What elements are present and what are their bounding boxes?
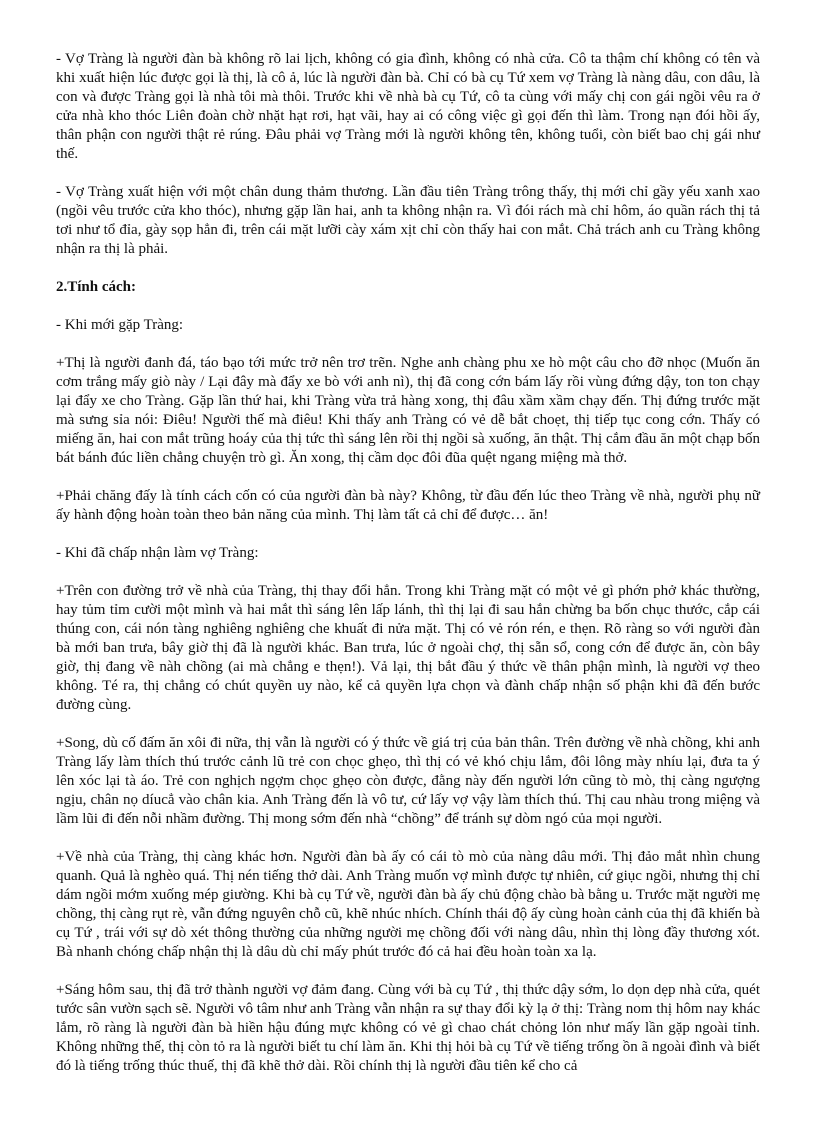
document-page — [56, 50, 760, 1095]
paragraph-identity: - Vợ Tràng là người đàn bà không rõ lai lịch, không có gia đình, không có nhà cửa. Cô ta thậm chí không có tên và khi xuất hiện lúc được gọi là thị, là cô ả, lúc là người đàn bà. Chỉ có bà cụ Tứ xem vợ Tràng là nàng dâu, con dâu, là con và được Tràng gọi là nhà tôi mà thôi. Trước khi về nhà bà cụ Tứ, cô ta cùng với mấy chị con gái ngồi vêu ra ở cửa nhà kho thóc Liên đoàn chờ nhặt hạt rơi, hạt vãi, hay ai có công việc gì gọi đến thì làm. Trong nạn đói hồi ấy, thân phận con người thật rẻ rúng. Đâu phải vợ Tràng mới là người không tên, không tuổi, còn biết bao chị gái như thế. — [56, 51, 760, 162]
paragraph-road-home: +Trên con đường trở về nhà của Tràng, thị thay đổi hẳn. Trong khi Tràng mặt có một vẻ gì phớn phở khác thường, hay tủm tỉm cười một mình và hai mắt thì sáng lên lấp lánh, thì thị lại đi sau hắn chừng ba bốn chục thước, cắp cái thúng con, cái nón tàng nghiêng nghiêng che khuất đi nửa mặt. Thị có vẻ rón rén, e thẹn. Rõ ràng so với người đàn bà mới ban trưa, bây giờ thị đã là người khác. Ban trưa, lúc ở ngoài chợ, thị sẵn sổ, cong cớn để được ăn, còn bây giờ, thị đang về nàh chồng (ai mà chẳng e thẹn!). Vả lại, thị bắt đầu ý thức về thân phận mình, là người vợ theo không. Té ra, thị chẳng có chút quyền uy nào, kể cả quyền lựa chọn và đành chấp nhận số phận khi đã đến bước đường cùng. — [56, 583, 760, 713]
paragraph-appearance: - Vợ Tràng xuất hiện với một chân dung thảm thương. Lần đầu tiên Tràng trông thấy, thị mới chỉ gầy yếu xanh xao (ngồi vêu trước cửa kho thóc), nhưng gặp lần hai, anh ta không nhận ra. Vì đói rách mà chỉ hôm, áo quần rách thị tả tơi như tổ đỉa, gày sọp hẳn đi, trên cái mặt lưỡi cày xám xịt chỉ còn thấy hai con mắt. Chả trách anh cu Tràng không nhận ra thị là phải. — [56, 184, 760, 257]
paragraph-self-worth: +Song, dù cố đấm ăn xôi đi nữa, thị vẫn là người có ý thức về giá trị của bản thân. Trên đường về nhà chồng, khi anh Tràng lấy làm thích thú trước cảnh lũ trẻ con chọc ghẹo, thì thị có vẻ khó chịu lắm, đôi lông mày nhíu lại, đưa ta ý lên xóc lại tà áo. Trẻ con nghịch ngợm chọc ghẹo còn được, đằng này đến người lớn cũng tò mò, thị càng ngượng ngịu, chân nọ díucẳ vào chân kia. Anh Tràng đến là vô tư, cứ lấy vợ vậy làm thích thú. Thị cau nhàu trong miệng và lầm lũi đi đến nỗi nhầm đường. Thị mong sớm đến nhà “chồng” để tránh sự dòm ngó của mọi người. — [56, 735, 760, 827]
subheading-first-meeting: - Khi mới gặp Tràng: — [56, 317, 184, 333]
paragraph-first-meeting: +Thị là người đanh đá, táo bạo tới mức trở nên trơ trẽn. Nghe anh chàng phu xe hò một câu cho đỡ nhọc (Muốn ăn cơm trắng mấy giò này / Lại đây mà đẩy xe bò với anh nì), thị đã cong cớn bám lấy rồi vùng đứng dậy, ton ton chạy lại đẩy xe cho Tràng. Gặp lần thứ hai, khi Tràng vừa trả hàng xong, thị đâu xầm xầm chạy đến. Thị đứng trước mặt mà sưng sỉa nói: Điêu! Người thế mà điêu! Khi thấy anh Tràng có vẻ dễ bắt choẹt, thị tiếp tục cong cớn. Thấy có miếng ăn, hai con mắt trũng hoáy của thị tức thì sáng lên rồi thị ngồi sà xuống, ăn thật. Thị cắm đầu ăn một chạp bốn bát bánh đúc liền chẳng chuyện trò gì. Ăn xong, thị cầm dọc đôi đũa quệt ngang miệng mà thở. — [56, 355, 760, 466]
section-heading-personality: 2.Tính cách: — [56, 279, 137, 295]
paragraph-instinct: +Phải chăng đấy là tính cách cốn có của người đàn bà này? Không, từ đầu đến lúc theo Tràng về nhà, người phụ nữ ấy hành động hoàn toàn theo bản năng của mình. Thị làm tất cả chỉ để được… ăn! — [56, 488, 760, 523]
paragraph-next-morning: +Sáng hôm sau, thị đã trở thành người vợ đảm đang. Cùng với bà cụ Tứ , thị thức dậy sớm, lo dọn dẹp nhà cửa, quét tước sân vườn sạch sẽ. Người vô tâm như anh Tràng vẫn nhận ra sự thay đổi kỳ lạ ở thị: Tràng nom thị hôm nay khác lắm, rõ ràng là người đàn bà hiền hậu đúng mực không có vẻ gì chao chát chỏng lỏn như mấy lần gặp ngoài tỉnh. Không những thế, thị còn tỏ ra là người biết tu chí làm ăn. Khi thị hỏi bà cụ Tứ về tiếng trống ồn ã ngoài đình và biết đó là tiếng trống thúc thuế, thị đã khẽ thở dài. Rồi chính thị là người đầu tiên kể cho cả — [56, 982, 760, 1074]
subheading-accepting-marriage: - Khi đã chấp nhận làm vợ Tràng: — [56, 545, 259, 561]
paragraph-at-home: +Về nhà của Tràng, thị càng khác hơn. Người đàn bà ấy có cái tò mò của nàng dâu mới. Thị đảo mắt nhìn chung quanh. Quả là nghèo quá. Thị nén tiếng thở dài. Anh Tràng muốn vợ mình được tự nhiên, cứ giục ngồi, nhưng thị chỉ dám ngồi mớm xuống mép giường. Khi bà cụ Tứ về, người đàn bà ấy chủ động chào bà bằng u. Trước mặt người mẹ chồng, thị càng rụt rè, vẫn đứng nguyên chỗ cũ, khẽ nhúc nhích. Chính thái độ ấy cùng hoàn cảnh của thị đã khiến bà cụ Tứ , trái với sự dò xét thông thường của những người mẹ chồng đối với nàng dâu, nhìn thị lòng đầy thương xót. Bà nhanh chóng chấp nhận thị là dâu dù chỉ mấy phút trước đó cả hai đều hoàn toàn xa lạ. — [56, 849, 760, 960]
